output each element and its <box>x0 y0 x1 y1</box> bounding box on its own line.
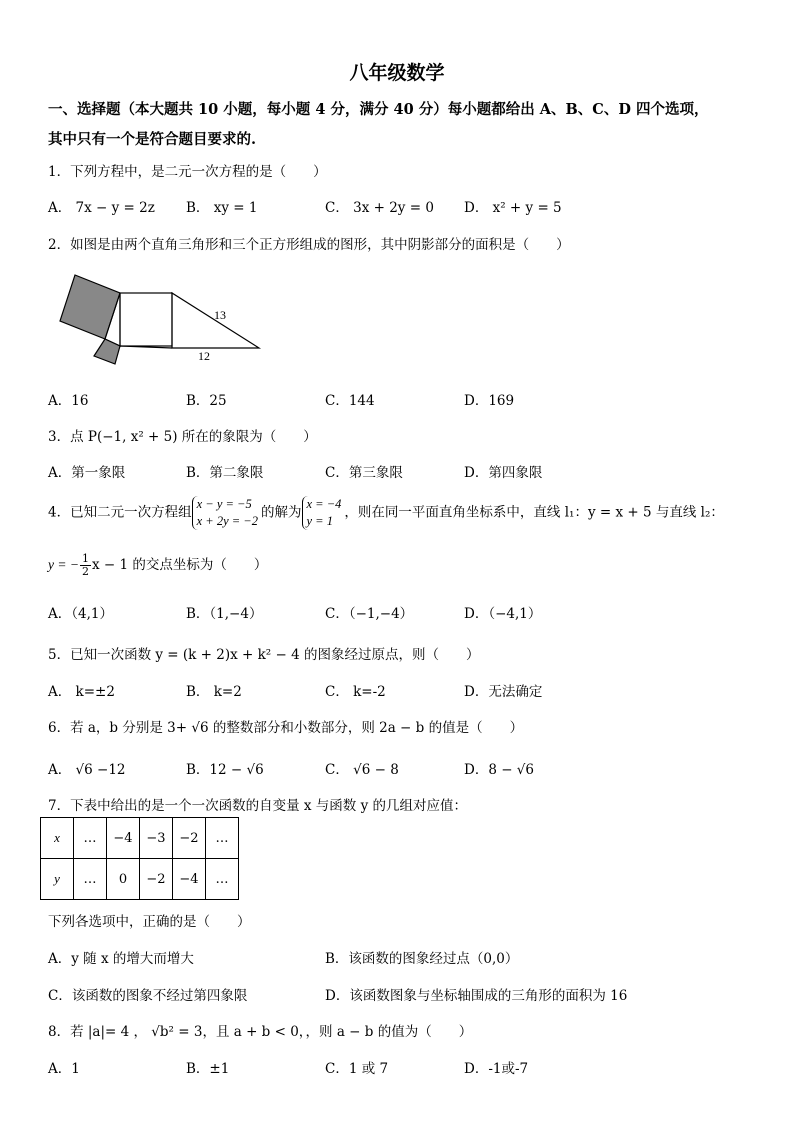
table-cell: −4 <box>173 859 206 900</box>
q5-option-c: C． k=-2 <box>325 684 386 700</box>
q4-fraction <box>80 553 91 578</box>
table-cell: −2 <box>173 818 206 859</box>
q7-option-a: A．y 随 x 的增大而增大 <box>48 951 194 967</box>
page-title: 八年级数学 <box>349 62 445 84</box>
table-cell: −3 <box>140 818 173 859</box>
q4-system-1 <box>192 496 261 530</box>
label-13: 13 <box>214 308 226 322</box>
q4-option-b: B．（1,−4） <box>186 606 263 622</box>
table-cell: 0 <box>107 859 140 900</box>
q1-option-c: C． 3x + 2y = 0 <box>325 200 434 216</box>
q4-system-1-eq2: x + 2y = −2 <box>196 514 258 528</box>
q1-stem: 1．下列方程中，是二元一次方程的是（ ） <box>48 164 327 180</box>
table-cell: x <box>41 818 74 859</box>
q1-option-a: A． 7x − y = 2z <box>48 200 155 216</box>
middle-square <box>120 293 172 346</box>
q7-option-c: C．该函数的图象不经过第四象限 <box>48 988 248 1004</box>
q4-fraction-den: 2 <box>81 565 89 578</box>
q5-option-a: A． k=±2 <box>48 684 115 700</box>
q6-stem: 6．若 a，b 分别是 3+ √6 的整数部分和小数部分，则 2a − b 的值是（ ） <box>48 720 524 736</box>
table-cell: −2 <box>140 859 173 900</box>
q8-option-d: D．-1或-7 <box>464 1061 529 1077</box>
q4-pre: 4．已知二元一次方程组 <box>48 504 192 521</box>
q6-option-c: C． √6 − 8 <box>325 762 399 778</box>
q4-system-1-eq1: x − y = −5 <box>196 497 252 511</box>
q4-fraction-num: 1 <box>81 552 89 565</box>
q2-option-a: A．16 <box>48 393 89 409</box>
table-row <box>41 818 239 859</box>
q1-option-d: D． x² + y = 5 <box>464 200 562 216</box>
q4-option-a: A．（4,1） <box>48 606 113 622</box>
q4-option-c: C．（−1,−4） <box>325 606 414 622</box>
q4-post: ，则在同一平面直角坐标系中，直线 l₁：y = x + 5 与直线 l₂： <box>344 504 724 521</box>
q7-option-b: B．该函数的图象经过点（0,0） <box>325 951 519 967</box>
q6-option-a: A． √6 −12 <box>48 762 126 778</box>
q7-stem: 7．下表中给出的是一个一次函数的自变量 x 与函数 y 的几组对应值： <box>48 798 467 814</box>
q6-option-d: D．8 − √6 <box>464 762 534 778</box>
q7-value-table <box>40 817 239 900</box>
table-cell: y <box>41 859 74 900</box>
q8-stem: 8．若 |a|= 4 ， √b² = 3，且 a + b < 0，，则 a − b 的值为（ ） <box>48 1024 473 1040</box>
q3-option-a: A．第一象限 <box>48 465 126 481</box>
q4-mid: 的解为 <box>261 504 302 521</box>
label-12: 12 <box>198 349 210 363</box>
q2-option-b: B．25 <box>186 393 227 409</box>
q2-option-c: C．144 <box>325 393 375 409</box>
q4-stem-line2 <box>48 553 267 578</box>
q3-stem: 3．点 P(−1, x² + 5) 所在的象限为（ ） <box>48 429 317 445</box>
q7-after-table: 下列各选项中，正确的是（ ） <box>48 914 251 930</box>
table-cell: … <box>206 818 239 859</box>
shaded-square-small <box>94 339 120 364</box>
q5-option-d: D．无法确定 <box>464 684 543 700</box>
q4-system-2 <box>302 496 345 530</box>
q4-line2-pre: y = − <box>48 557 79 572</box>
q4-system-2-eq1: x = −4 <box>306 497 342 511</box>
table-cell: … <box>206 859 239 900</box>
q4-option-d: D．（−4,1） <box>464 606 542 622</box>
q4-system-2-eq2: y = 1 <box>306 514 333 528</box>
q3-option-d: D．第四象限 <box>464 465 543 481</box>
table-row <box>41 859 239 900</box>
q2-option-d: D．169 <box>464 393 515 409</box>
q8-option-a: A．1 <box>48 1061 80 1077</box>
section-header-line1: 一、选择题（本大题共 10 小题，每小题 4 分，满分 40 分）每小题都给出 A、B、C、D 四个选项， <box>48 101 709 118</box>
table-cell: −4 <box>107 818 140 859</box>
section-header-line2: 其中只有一个是符合题目要求的. <box>48 131 257 148</box>
q2-stem: 2．如图是由两个直角三角形和三个正方形组成的图形，其中阴影部分的面积是（ ） <box>48 237 570 253</box>
q5-option-b: B． k=2 <box>186 684 242 700</box>
q4-line2-post: x − 1 的交点坐标为（ ） <box>91 557 268 573</box>
shaded-square-large <box>60 275 120 339</box>
q4-stem-line1 <box>48 496 724 530</box>
q7-option-d: D．该函数图象与坐标轴围成的三角形的面积为 16 <box>325 988 628 1004</box>
q5-stem: 5．已知一次函数 y = (k + 2)x + k² − 4 的图象经过原点，则（ ） <box>48 647 480 663</box>
q6-option-b: B．12 − √6 <box>186 762 264 778</box>
table-cell: … <box>74 859 107 900</box>
q3-option-c: C．第三象限 <box>325 465 403 481</box>
q1-option-b: B． xy = 1 <box>186 200 258 216</box>
q2-figure <box>50 268 280 378</box>
q8-option-c: C．1 或 7 <box>325 1061 389 1077</box>
table-cell: … <box>74 818 107 859</box>
q8-option-b: B．±1 <box>186 1061 230 1077</box>
q3-option-b: B．第二象限 <box>186 465 264 481</box>
